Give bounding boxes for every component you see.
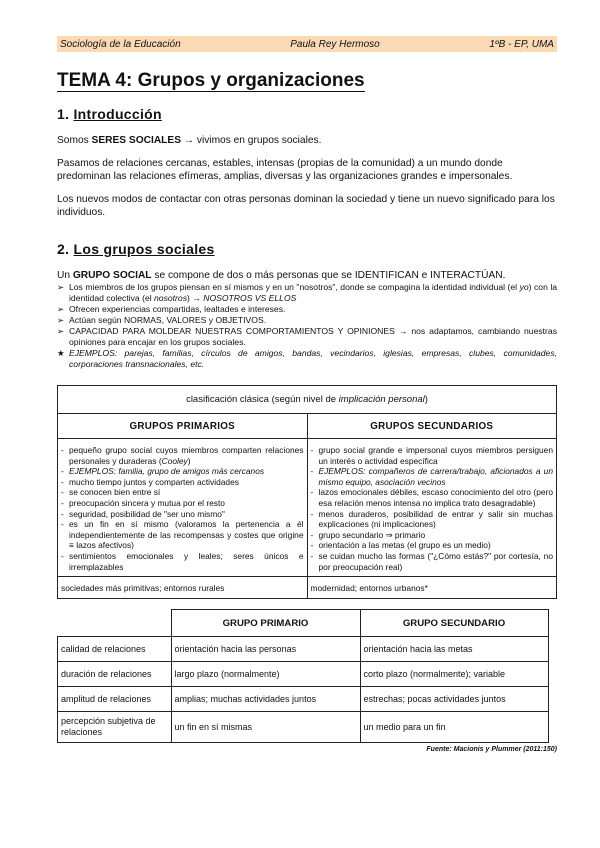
intro-paragraph-2: Pasamos de relaciones cercanas, estables, intensas (propias de la comunidad) a un mundo donde predominan las relaciones efímeras, amplias, diversas y las organizaciones grandes e impersonales.	[57, 158, 513, 182]
row-label: percepción subjetiva de relaciones	[58, 712, 172, 743]
list-item: - se cuidan mucho las formas ("¿Cómo estás?" por cortesía, no por preocupación real)	[310, 550, 553, 572]
header-group: 1ºB - EP, UMA	[489, 38, 554, 50]
source-citation: Fuente: Macionis y Plummer (2011:150)	[426, 746, 557, 754]
list-item: - se conocen bien entre sí	[61, 487, 161, 498]
social-group-definition: Un GRUPO SOCIAL se compone de dos o más personas que se IDENTIFICAN e INTERACTÚAN.	[57, 270, 506, 281]
classification-table	[57, 385, 557, 599]
section-2-heading: 2. Los grupos sociales	[57, 241, 215, 257]
primary-cell: amplias; muchas actividades juntos	[171, 687, 360, 712]
primary-cell: largo plazo (normalmente)	[171, 662, 360, 687]
header-course: Sociología de la Educación	[60, 38, 181, 50]
blank-corner	[58, 610, 172, 637]
secondary-cell: orientación hacia las metas	[360, 637, 548, 662]
secondary-groups-list	[307, 439, 557, 577]
table-row	[58, 712, 549, 743]
primary-group-header: GRUPO PRIMARIO	[171, 610, 360, 637]
primary-groups-footer: sociedades más primitivas; entornos rurales	[58, 577, 308, 599]
list-item: ➢ Ofrecen experiencias compartidas, lealtades e intereses.	[57, 304, 286, 314]
table-row	[58, 662, 549, 687]
row-label: amplitud de relaciones	[58, 687, 172, 712]
list-item: - grupo social grande e impersonal cuyos miembros persiguen un interés o actividad específica	[310, 445, 553, 466]
intro-paragraph-3: Los nuevos modos de contactar con otras personas dominan la sociedad y tiene un nuevo significado para los individuos.	[57, 194, 555, 218]
list-item: - EJEMPLOS: compañeros de carrera/trabajo, aficionados a un mismo equipo, asociación vecinos	[310, 466, 553, 487]
list-item: - sentimientos emocionales y leales; seres únicos e irremplazables	[61, 550, 304, 572]
row-label: calidad de relaciones	[58, 637, 172, 662]
primary-cell: un fin en sí mismas	[171, 712, 360, 743]
primary-groups-header: GRUPOS PRIMARIOS	[58, 414, 308, 439]
examples-item: ★ EJEMPLOS: parejas, familias, círculos de amigos, bandas, vecindarios, iglesias, empresas, clubes, comunidades, corporaciones transnacionales, etc.	[57, 348, 557, 369]
secondary-group-header: GRUPO SECUNDARIO	[360, 610, 548, 637]
secondary-groups-header: GRUPOS SECUNDARIOS	[307, 414, 557, 439]
list-item: - pequeño grupo social cuyos miembros comparten relaciones personales y duraderas (Cooley)	[61, 445, 304, 466]
document-page	[57, 36, 557, 753]
list-item: - lazos emocionales débiles, escaso conocimiento del otro (pero esa relación menos intensa no implica trato desagradable)	[310, 487, 553, 508]
secondary-cell: estrechas; pocas actividades juntos	[360, 687, 548, 712]
list-item: ➢ CAPACIDAD PARA MOLDEAR NUESTRAS COMPORTAMIENTOS Y OPINIONES → nos adaptamos, cambiando nuestras opiniones para encajar en los grupos sociales.	[57, 326, 557, 347]
list-item: - menos duraderos, posibilidad de entrar y salir sin muchas explicaciones (ni implicaciones)	[310, 508, 553, 530]
intro-paragraph-1: Somos SERES SOCIALES → vivimos en grupos sociales.	[57, 135, 322, 146]
table-row	[58, 637, 549, 662]
secondary-cell: corto plazo (normalmente); variable	[360, 662, 548, 687]
row-label: duración de relaciones	[58, 662, 172, 687]
list-item: ➢ Actúan según NORMAS, VALORES y OBJETIVOS.	[57, 315, 267, 325]
list-item: - preocupación sincera y mutua por el resto	[61, 497, 225, 508]
primary-groups-list	[58, 439, 308, 577]
table-row	[58, 687, 549, 712]
list-item: - es un fin en sí mismo (valoramos la pertenencia a él independientemente de las recompensas y costes que origine ≡ lazos afectivos)	[61, 519, 304, 551]
list-item: - orientación a las metas (el grupo es un medio)	[310, 540, 491, 551]
list-item: - grupo secundario ⇒ primario	[310, 529, 426, 540]
list-item: - EJEMPLOS: familia, grupo de amigos más cercanos	[61, 466, 265, 477]
section-1-heading: 1. Introducción	[57, 106, 162, 122]
page-header	[57, 36, 557, 52]
list-item: ➢ Los miembros de los grupos piensan en sí mismos y en un "nosotros", donde se compagina la identidad individual (el yo) con la identidad colectiva (el nosotros) → NOSOTROS VS ELLOS	[57, 282, 558, 303]
secondary-groups-footer: modernidad; entornos urbanos*	[307, 577, 557, 599]
list-item: - mucho tiempo juntos y comparten actividades	[61, 476, 239, 487]
page-title: TEMA 4: Grupos y organizaciones	[57, 70, 365, 91]
secondary-cell: un medio para un fin	[360, 712, 548, 743]
table-caption: clasificación clásica (según nivel de implicación personal)	[58, 386, 557, 414]
header-author: Paula Rey Hermoso	[290, 38, 380, 50]
primary-cell: orientación hacia las personas	[171, 637, 360, 662]
list-item: - seguridad, posibilidad de "ser uno mismo"	[61, 508, 225, 519]
comparison-table	[57, 609, 549, 743]
